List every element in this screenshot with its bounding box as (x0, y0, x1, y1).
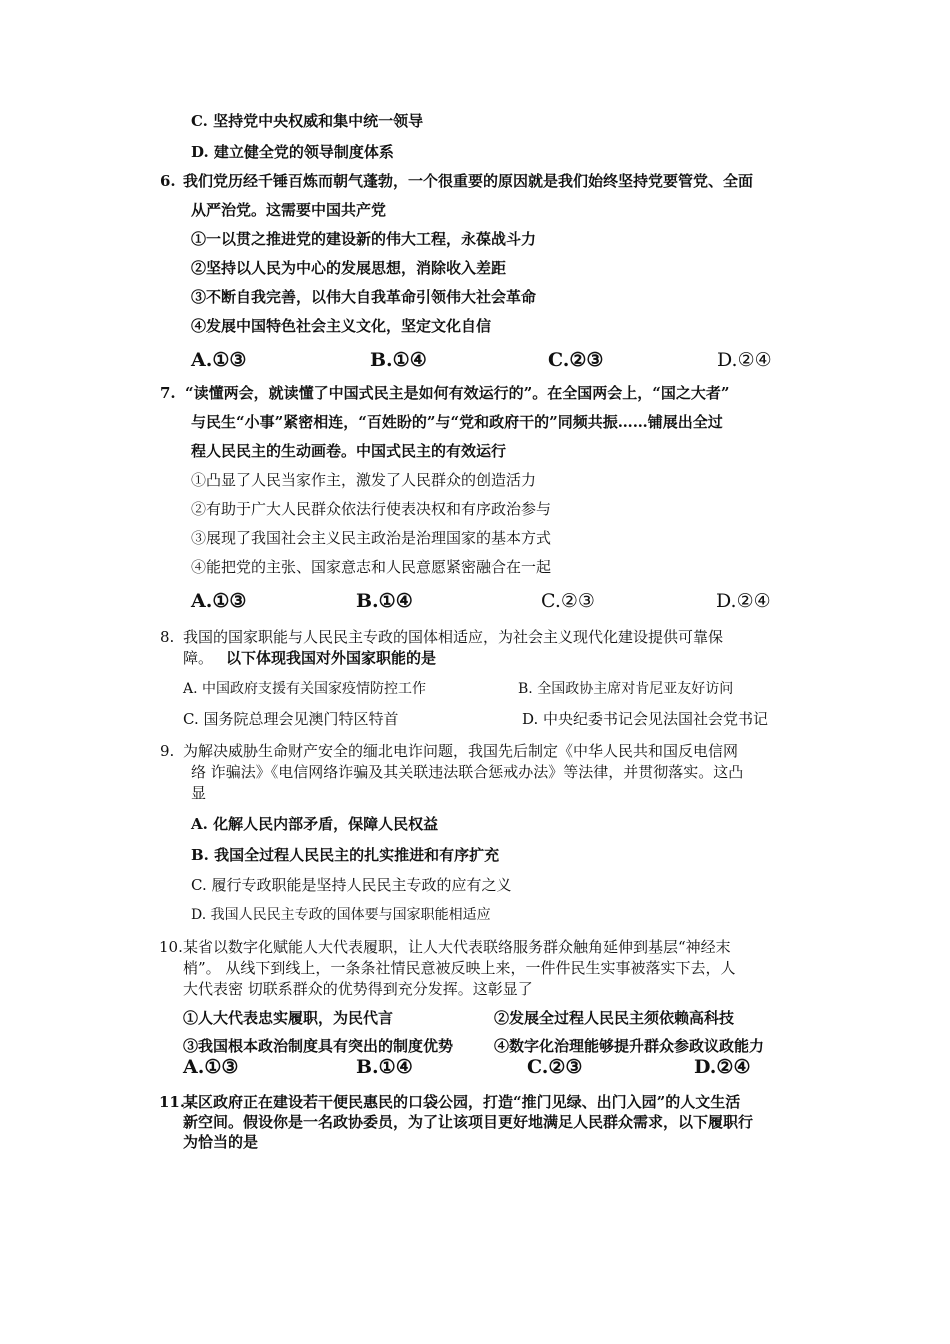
q7-choice-b: B.①④ (356, 590, 413, 612)
q6-number: 6. (160, 172, 176, 190)
q10-choice-d: D.②④ (694, 1056, 751, 1078)
q6-stem-line2: 从严治党。这需要中国共产党 (191, 201, 387, 219)
q11-stem-line3: 为恰当的是 (183, 1133, 259, 1151)
q8-stem-line1: 我国的国家职能与人民民主专政的国体相适应，为社会主义现代化建设提供可靠保 (183, 628, 724, 646)
q9-choice-b: B. 我国全过程人民民主的扎实推进和有序扩充 (191, 846, 500, 864)
q8-number: 8. (160, 628, 175, 646)
q6-stem-line1: 我们党历经千锤百炼而朝气蓬勃，一个很重要的原因就是我们始终坚持党要管党、全面 (183, 172, 754, 190)
q8-choice-a: A. 中国政府支援有关国家疫情防控工作 (183, 681, 427, 697)
q9-stem-line3: 显 (191, 784, 207, 802)
q11-stem-line2: 新空间。假设你是一名政协委员，为了让该项目更好地满足人民群众需求，以下履职行 (183, 1113, 754, 1131)
q10-number: 10. (159, 938, 183, 956)
q10-item-3: ③我国根本政治制度具有突出的制度优势 (183, 1037, 454, 1055)
q7-choice-a: A.①③ (191, 590, 247, 612)
q8-choice-c: C. 国务院总理会见澳门特区特首 (183, 710, 399, 728)
q5-option-c: C. 坚持党中央权威和集中统一领导 (191, 112, 424, 130)
q9-choice-d: D. 我国人民民主专政的国体要与国家职能相适应 (191, 907, 491, 923)
q6-choice-c: C.②③ (548, 349, 604, 371)
q10-stem-line1: 某省以数字化赋能人大代表履职，让人大代表联络服务群众触角延伸到基层“神经末 (183, 938, 731, 956)
q10-stem-line3: 大代表密 切联系群众的优势得到充分发挥。这彰显了 (183, 980, 533, 998)
q10-choice-b: B.①④ (356, 1056, 413, 1078)
q7-choice-d: D.②④ (716, 590, 771, 612)
q11-number: 11. (159, 1093, 186, 1111)
q10-stem-line2: 梢”。 从线下到线上，一条条社情民意被反映上来，一件件民生实事被落实下去，人 (183, 959, 736, 977)
q9-stem-line2: 络 诈骗法》《电信网络诈骗及其关联违法联合惩戒办法》等法律，并贯彻落实。这凸 (191, 763, 744, 781)
q7-item-1: ①凸显了人民当家作主，激发了人民群众的创造活力 (191, 471, 537, 489)
q9-stem-line1: 为解决威胁生命财产安全的缅北电诈问题，我国先后制定《中华人民共和国反电信网 (183, 742, 739, 760)
q6-choice-a: A.①③ (191, 349, 247, 371)
q10-item-1: ①人大代表忠实履职，为民代言 (183, 1009, 394, 1027)
q8-stem-line2a: 障。 (183, 649, 214, 667)
q9-choice-c: C. 履行专政职能是坚持人民民主专政的应有之义 (191, 876, 512, 894)
q8-choice-b: B. 全国政协主席对肯尼亚友好访问 (518, 681, 734, 697)
q6-item-4: ④发展中国特色社会主义文化，坚定文化自信 (191, 317, 492, 335)
q7-item-2: ②有助于广大人民群众依法行使表决权和有序政治参与 (191, 500, 552, 518)
q7-choice-c: C.②③ (541, 590, 595, 612)
q10-choice-a: A.①③ (183, 1056, 239, 1078)
q8-stem-line2b: 以下体现我国对外国家职能的是 (226, 649, 437, 667)
q6-choice-d: D.②④ (717, 349, 772, 371)
q7-item-3: ③展现了我国社会主义民主政治是治理国家的基本方式 (191, 529, 552, 547)
q6-item-1: ①一以贯之推进党的建设新的伟大工程，永葆战斗力 (191, 230, 537, 248)
q8-choice-d: D. 中央纪委书记会见法国社会党书记 (522, 710, 769, 728)
q11-stem-line1: 某区政府正在建设若干便民惠民的口袋公园，打造“推门见绿、出门入园”的人文生活 (183, 1093, 741, 1111)
q7-item-4: ④能把党的主张、国家意志和人民意愿紧密融合在一起 (191, 558, 552, 576)
q10-item-2: ②发展全过程人民民主须依赖高科技 (494, 1009, 735, 1027)
q9-choice-a: A. 化解人民内部矛盾，保障人民权益 (191, 815, 439, 833)
q6-choice-b: B.①④ (370, 349, 427, 371)
q7-stem-line3: 程人民民主的生动画卷。中国式民主的有效运行 (191, 442, 507, 460)
q10-choice-c: C.②③ (527, 1056, 583, 1078)
q6-item-2: ②坚持以人民为中心的发展思想，消除收入差距 (191, 259, 507, 277)
q7-stem-line2: 与民生“小事”紧密相连，“百姓盼的”与“党和政府干的”同频共振……铺展出全过 (191, 413, 723, 431)
q9-number: 9. (160, 742, 175, 760)
q7-stem-line1: “读懂两会，就读懂了中国式民主是如何有效运行的”。在全国两会上，“国之大者” (185, 384, 730, 402)
q10-item-4: ④数字化治理能够提升群众参政议政能力 (494, 1037, 765, 1055)
q7-number: 7. (160, 384, 176, 402)
q6-item-3: ③不断自我完善，以伟大自我革命引领伟大社会革命 (191, 288, 537, 306)
q5-option-d: D. 建立健全党的领导制度体系 (191, 143, 394, 161)
